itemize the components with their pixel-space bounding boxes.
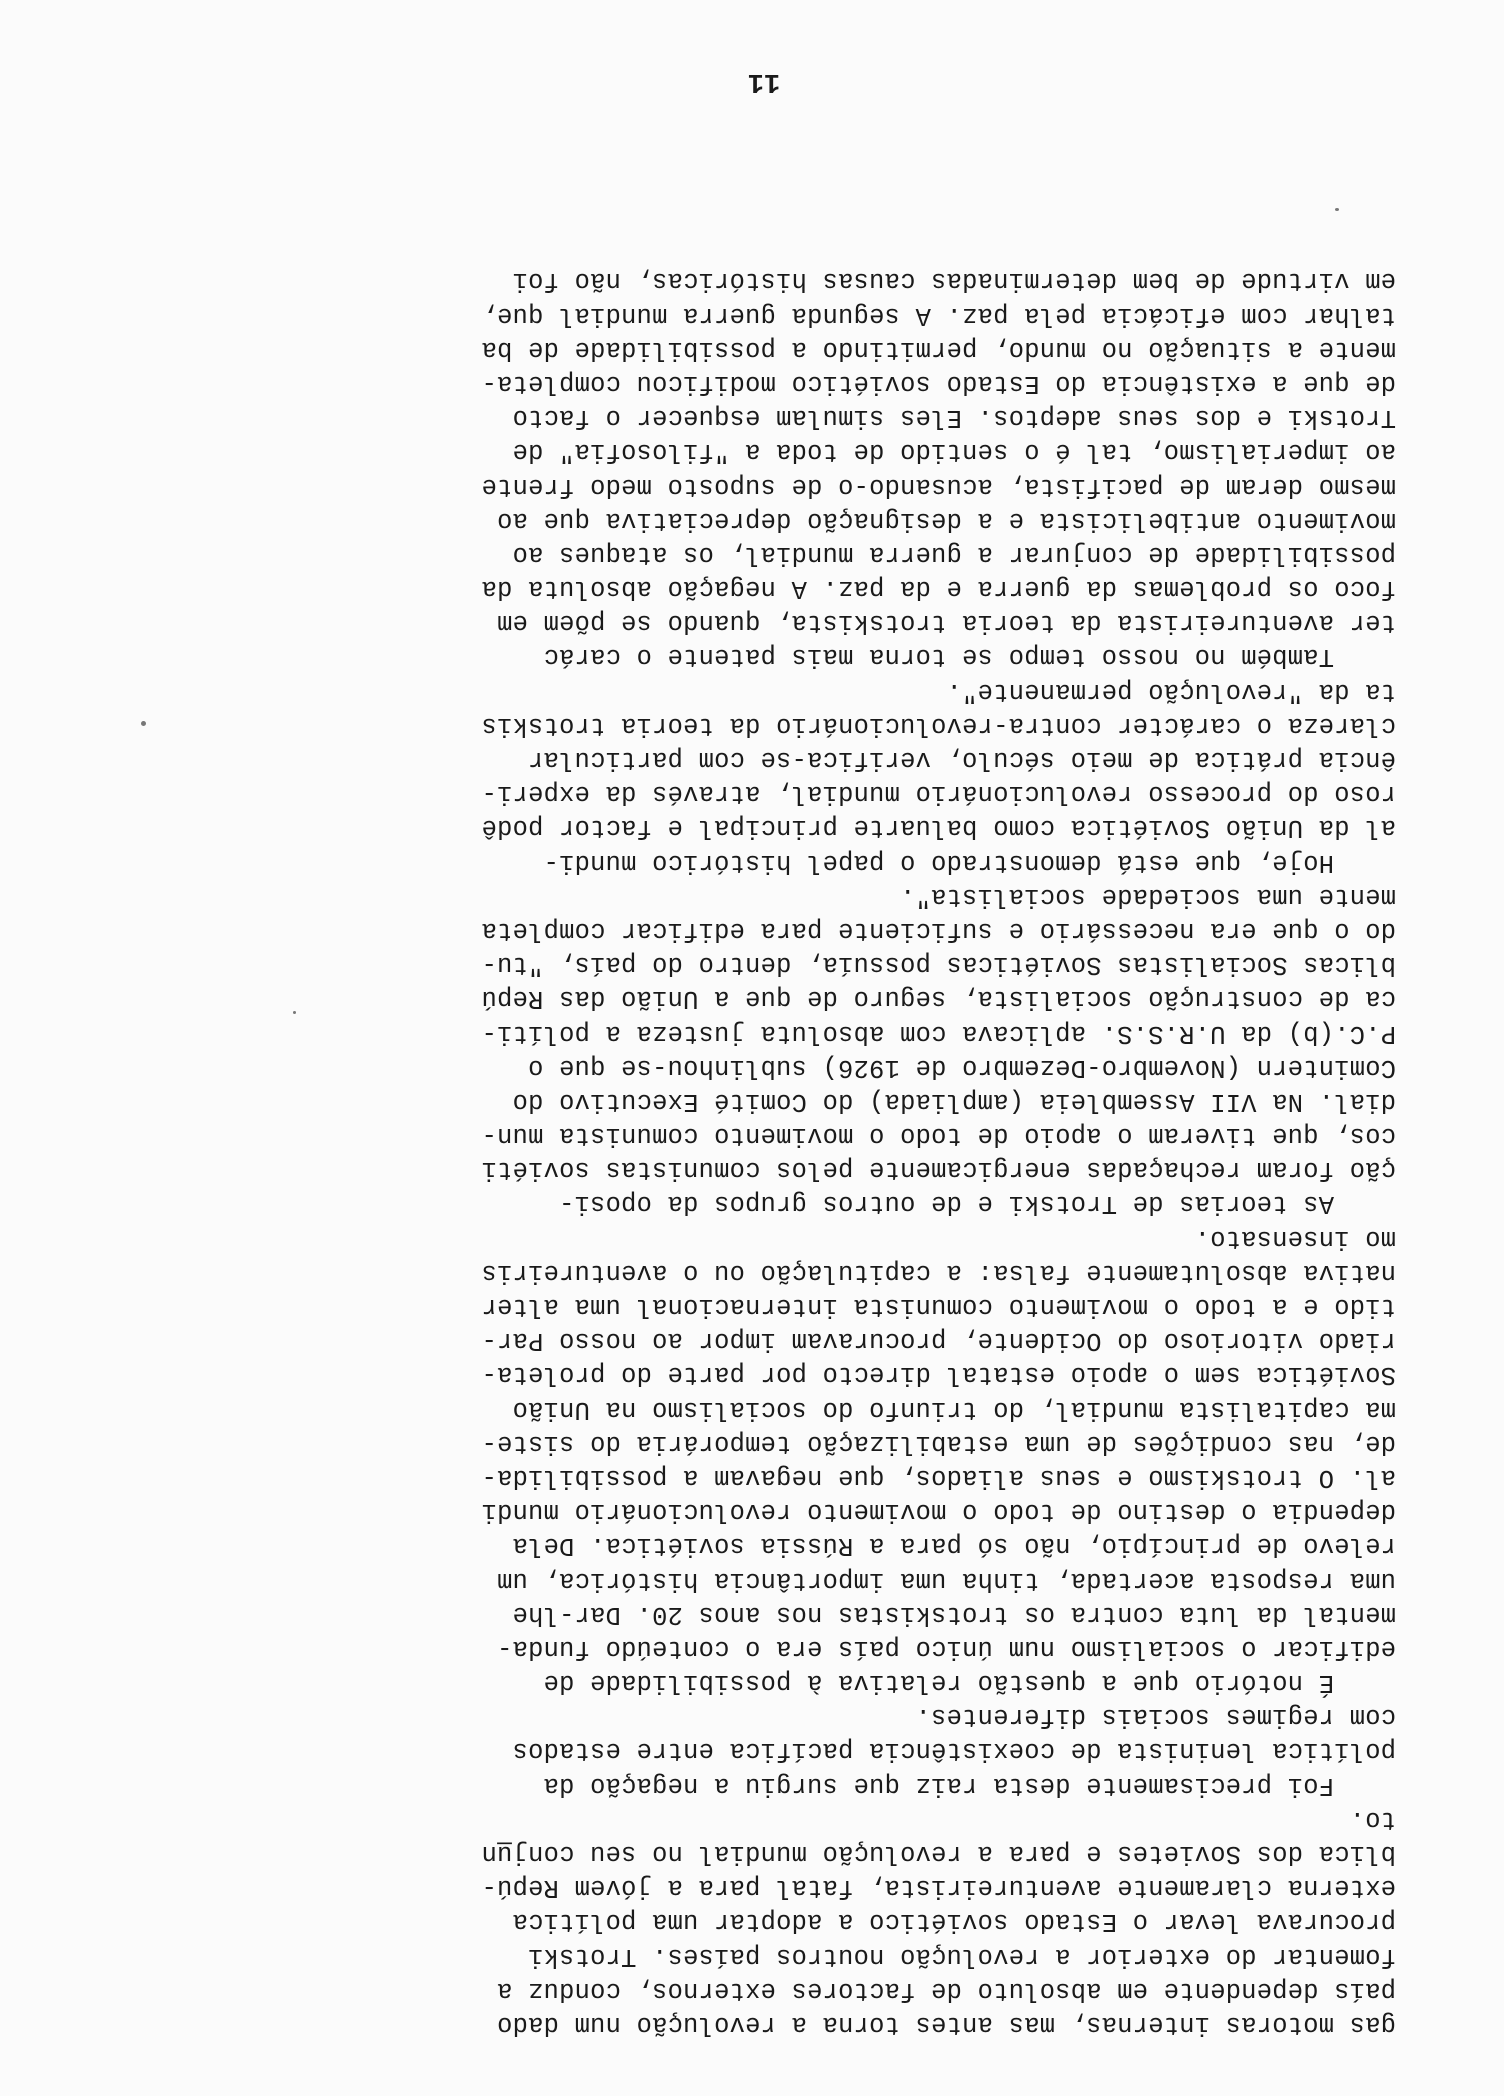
text-line: roso do processo revolucionário mundial, através da experi- <box>481 779 1396 809</box>
text-line: movimento antibelicista e a designação depreciativa que ao <box>496 505 1396 535</box>
text-line: dial. Na VII Assembleia (ampliada) do Comité Executivo do <box>512 1086 1396 1116</box>
text-line: Soviética sem o apoio estatal directo por parte do proleta- <box>481 1360 1396 1390</box>
text-line: mental da luta contra os trotskistas nos anos 20. Dar-lhe <box>512 1599 1396 1629</box>
text-line: ca de construção socialista, seguro de que a União das Repú <box>481 984 1396 1014</box>
text-line: Trotski e dos seus adeptos. Eles simulam esquecer o facto <box>512 403 1396 433</box>
text-line: país dependente em absoluto de factores externos, conduz a <box>496 1975 1396 2005</box>
text-line: de, nas condições de uma estabilização temporária do siste- <box>481 1428 1396 1458</box>
text-line: possibilidade de conjurar a guerra mundial, os ataques ao <box>512 539 1396 569</box>
text-line: É notório que a questão relativa à possibilidade de <box>543 1668 1396 1698</box>
text-line: procurava levar o Estado soviético a adoptar uma política <box>512 1907 1396 1937</box>
text-line: com regimes sociais diferentes. <box>915 1702 1396 1732</box>
body-text <box>111 263 1396 2041</box>
text-line: to. <box>1349 1804 1396 1834</box>
text-line: de que a existência do Estado soviético modificou completa- <box>481 369 1396 398</box>
text-line: tido e a todo o movimento comunista internacional uma alter <box>481 1292 1396 1322</box>
text-line: política leninista de coexistência pacífica entre estados <box>512 1736 1396 1766</box>
page-number: 11 <box>747 66 781 96</box>
text-line: dependia o destino de todo o movimento revolucionário mundi <box>481 1497 1396 1527</box>
text-line: P.C.(b) da U.R.S.S. aplicava com absoluta justeza a políti- <box>481 1018 1396 1048</box>
margin-speck <box>293 1011 296 1014</box>
text-line: Comintern (Novembro-Dezembro de 1926) sublinhou-se que o <box>527 1052 1396 1082</box>
text-line: al da União Soviética como baluarte principal e factor podê <box>481 813 1396 843</box>
text-line: do o que era necessário e suficiente para edificar completa <box>481 916 1396 945</box>
text-line: mente a situação no mundo, permitindo a possibilidade de ba <box>481 334 1396 364</box>
text-line: fomentar do exterior a revolução noutros países. Trotski <box>527 1941 1396 1971</box>
text-line: nativa absolutamente falsa: a capitulação ou o aventureiris <box>481 1257 1396 1287</box>
text-line: edificar o socialismo num único país era o conteúdo funda- <box>496 1633 1396 1663</box>
text-line: Foi precisamente desta raiz que surgiu a negação da <box>543 1770 1396 1800</box>
text-line: cos, que tiveram o apoio de todo o movimento comunista mun- <box>481 1121 1396 1151</box>
text-line: ter aventureirista da teoria trotskista, quando se põem em <box>496 608 1396 638</box>
text-line: ma capitalista mundial, do triunfo do socialismo na União <box>512 1394 1396 1424</box>
text-line: Hoje, que está demonstrado o papel histórico mundi- <box>543 847 1396 877</box>
text-line: Também no nosso tempo se torna mais patente o carác <box>543 642 1396 672</box>
text-line: mo insensato. <box>1194 1223 1396 1253</box>
margin-speck <box>141 721 146 726</box>
text-line: riado vitorioso do Ocidente, procuravam impor ao nosso Par- <box>481 1326 1396 1356</box>
text-line: blicas Socialistas Soviéticas possuía, dentro do país, "tu- <box>481 950 1396 980</box>
text-line: relevo de princípio, não só para a Rússia soviética. Dela <box>512 1531 1396 1561</box>
text-line: mente uma sociedade socialista". <box>899 881 1396 911</box>
text-line: blica dos Sovietes e para a revolução mundial no seu conju̲n <box>481 1839 1396 1869</box>
text-line: foco os problemas da guerra e da paz. A negação absoluta da <box>481 574 1396 604</box>
text-line: uma resposta acertada, tinha uma importância histórica, um <box>496 1565 1396 1595</box>
margin-speck <box>1335 208 1339 211</box>
text-line: ao imperialismo, tal é o sentido de toda a "filosofia" de <box>512 437 1396 467</box>
text-line: ência prática de meio século, verifica-se com particular <box>527 745 1396 775</box>
text-line: gas motoras internas, mas antes torna a revolução num dado <box>496 2010 1396 2039</box>
text-line: clareza o carácter contra-revolucionário da teoria trotskis <box>481 710 1396 740</box>
text-line: al. O trotskismo e seus aliados, que negavam a possibilida- <box>481 1463 1396 1492</box>
text-line: em virtude de bem determinadas causas históricas, não foi <box>512 266 1396 296</box>
text-line: externa claramente aventureirista, fatal para a jóvem Repú- <box>481 1873 1396 1903</box>
text-line: ção foram rechaçadas energicamente pelos comunistas soviéti <box>481 1155 1396 1185</box>
text-line: As teorias de Trotski e de outros grupos da oposi- <box>558 1189 1396 1219</box>
text-line: talhar com eficácia pela paz. A segunda guerra mundial que, <box>481 300 1396 330</box>
text-line: mesmo deram de pacifista, acusando-o de suposto medo frente <box>481 471 1396 501</box>
text-line: ta da "revolução permanente". <box>946 676 1396 706</box>
